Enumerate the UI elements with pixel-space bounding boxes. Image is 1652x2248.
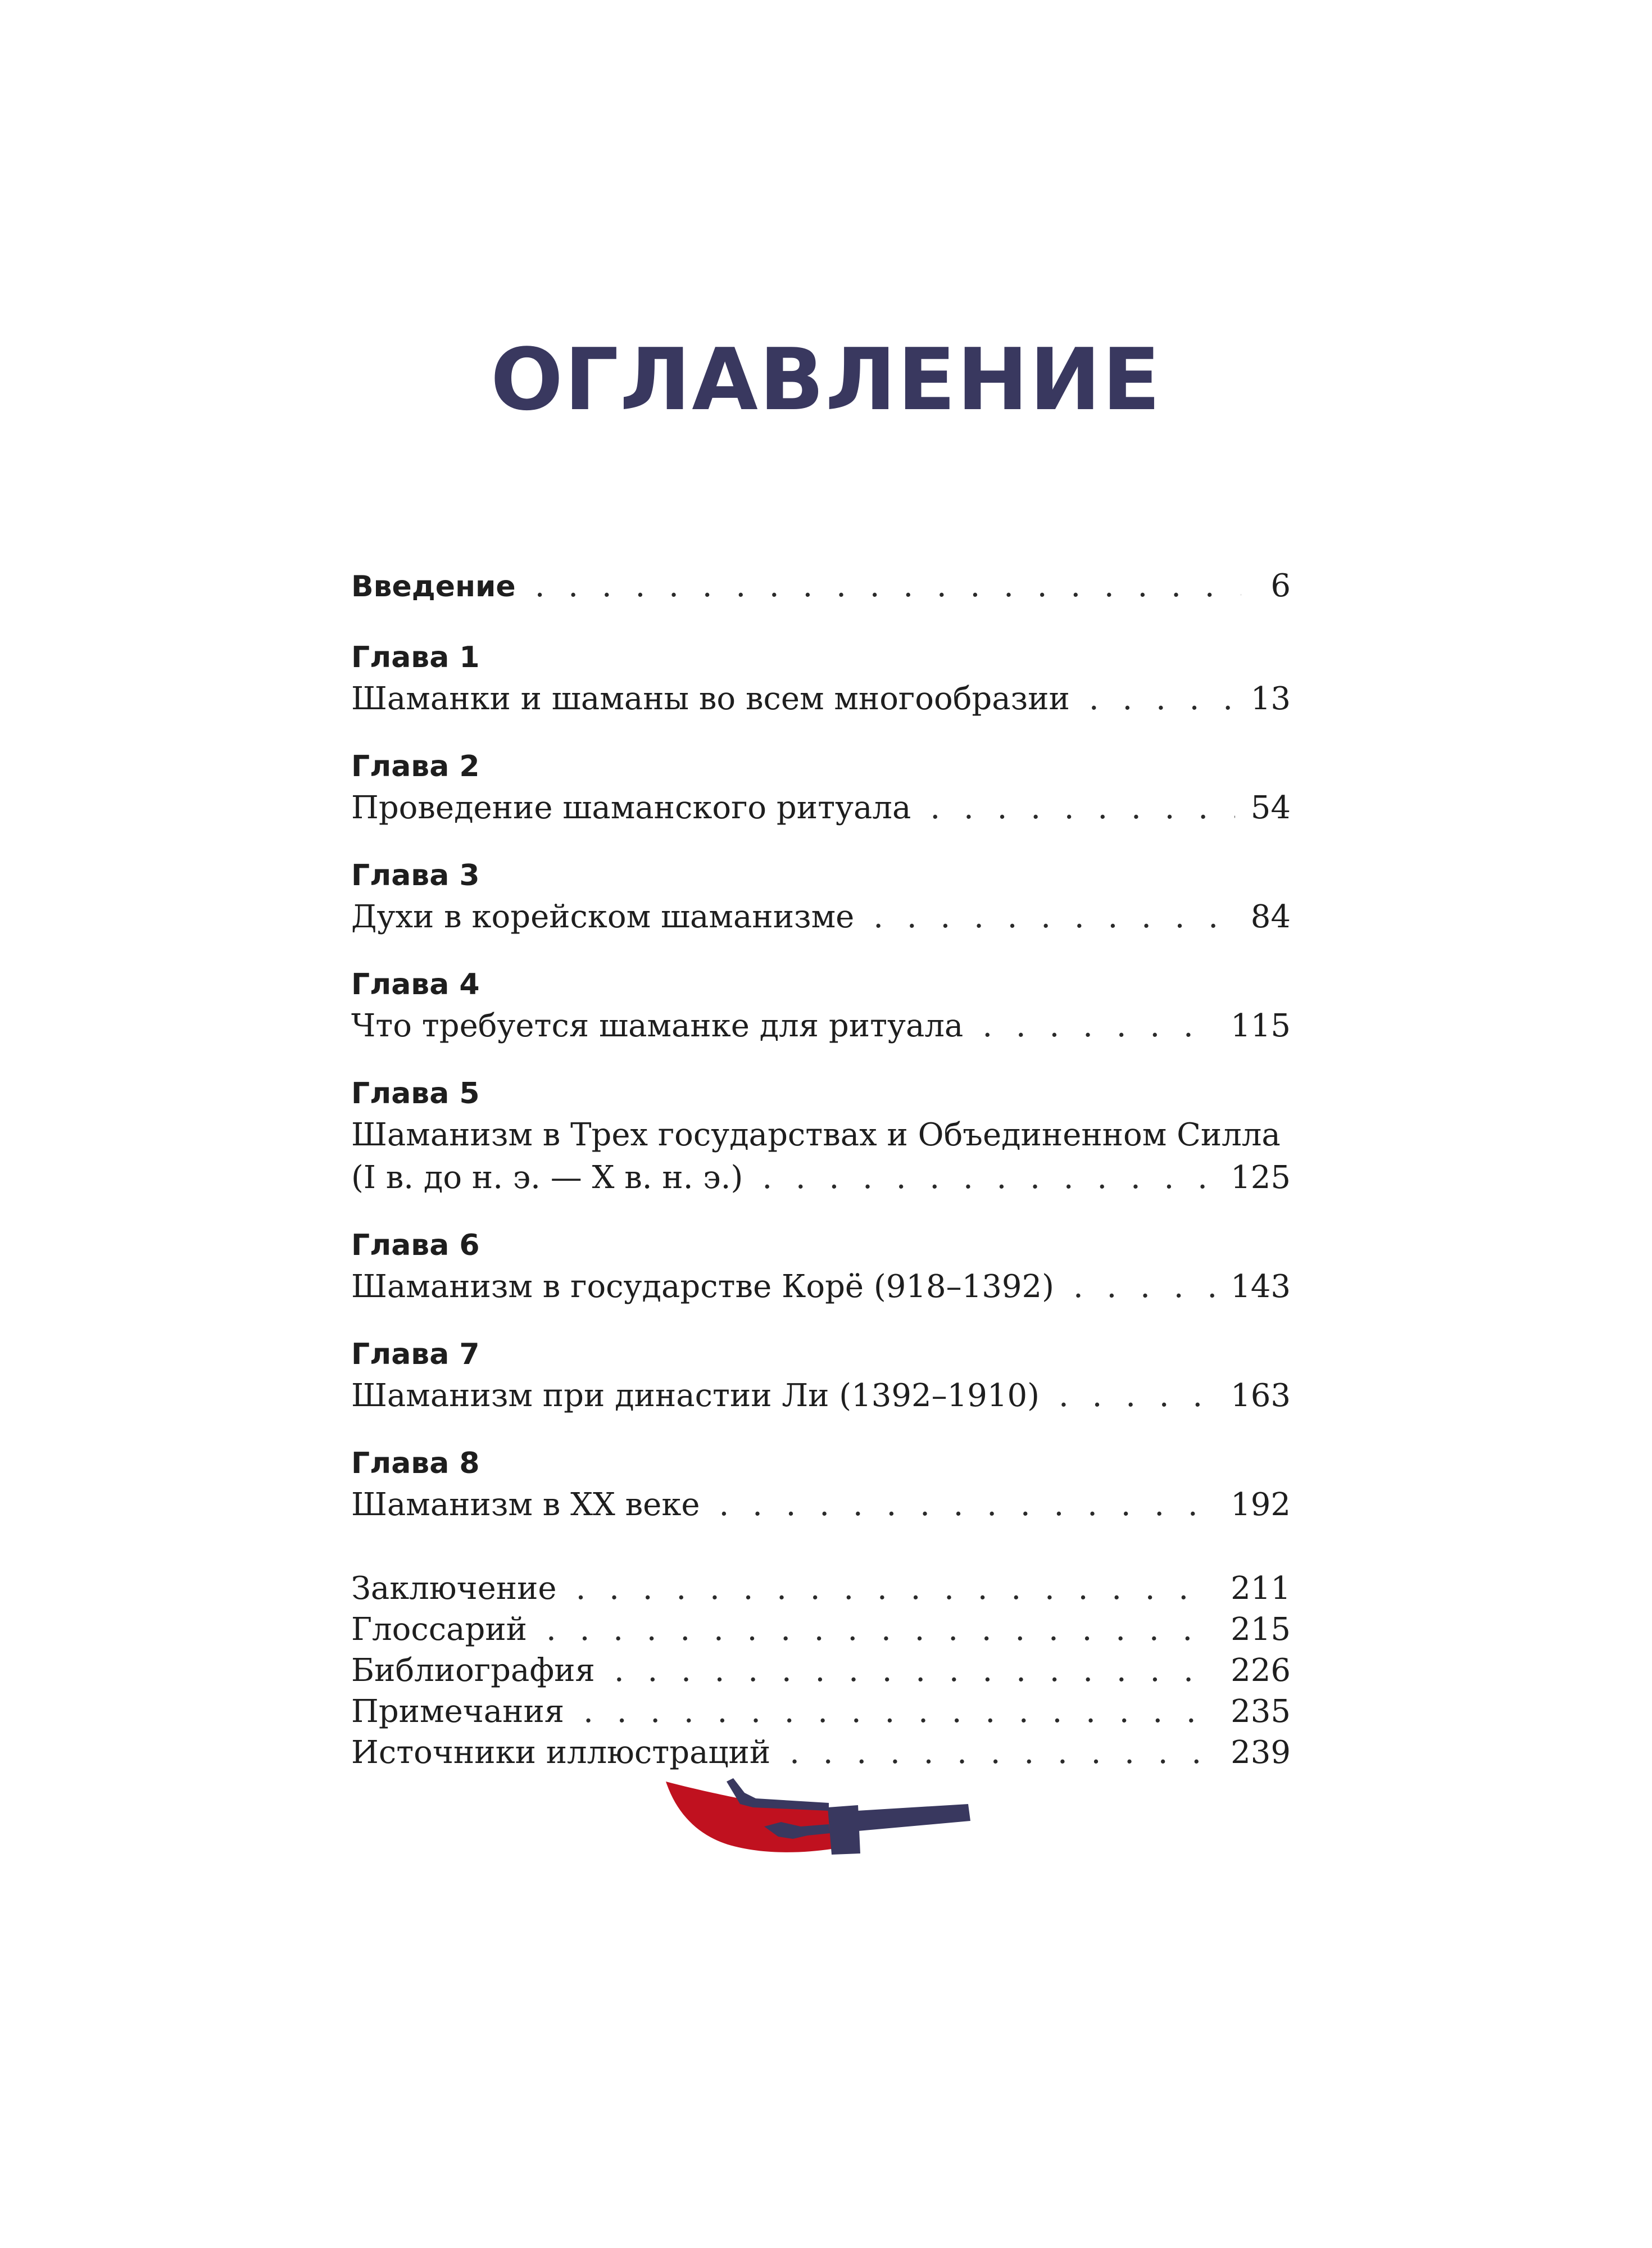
toc-entry-title-line: Шаманизм в Трех государствах и Объединенном Силла [351, 1117, 1281, 1153]
toc-entry-glossary[interactable] [351, 1609, 1291, 1650]
toc-page-number: 84 [1250, 899, 1291, 935]
toc-leader-dots [1059, 1375, 1215, 1417]
toc-chapter-7[interactable] [351, 1334, 1291, 1417]
table-of-contents [351, 568, 1291, 1773]
toc-leader-dots [583, 1691, 1215, 1732]
toc-entry-row [351, 1266, 1291, 1308]
toc-entry-title: (I в. до н. э. — X в. н. э.) [351, 1159, 743, 1196]
toc-entry-row [351, 678, 1291, 720]
toc-chapter-8[interactable] [351, 1443, 1291, 1526]
toc-entry-title: Примечания [351, 1693, 565, 1730]
toc-entry-title: Что требуется шаманке для ритуала [351, 1008, 964, 1044]
toc-leader-dots [762, 1157, 1215, 1199]
knife-guard [828, 1805, 860, 1855]
toc-chapter-2[interactable] [351, 746, 1291, 830]
toc-page-number: 143 [1231, 1268, 1291, 1305]
chapter-label: Глава 1 [351, 641, 480, 674]
toc-entry-title: Введение [351, 570, 516, 604]
toc-page-number: 125 [1231, 1159, 1291, 1196]
toc-entry-title: Шаманизм в XX веке [351, 1486, 700, 1523]
chapter-label: Глава 8 [351, 1447, 480, 1480]
toc-entry-title: Духи в корейском шаманизме [351, 899, 855, 935]
chapter-label: Глава 6 [351, 1229, 480, 1262]
toc-leader-dots [576, 1568, 1215, 1609]
toc-page-number: 163 [1231, 1377, 1291, 1414]
chapter-label: Глава 5 [351, 1077, 480, 1111]
toc-page-number: 192 [1231, 1486, 1291, 1523]
toc-backmatter [351, 1568, 1291, 1773]
knife-handle [857, 1804, 970, 1831]
toc-entry-title: Шаманизм при династии Ли (1392–1910) [351, 1377, 1040, 1414]
toc-entry-row [351, 787, 1291, 830]
toc-entry-introduction[interactable] [351, 568, 1291, 611]
toc-leader-dots [719, 1484, 1215, 1526]
toc-page-number: 115 [1231, 1008, 1291, 1044]
toc-leader-dots [930, 787, 1235, 830]
toc-leader-dots [535, 568, 1241, 604]
ritual-knife-icon [660, 1770, 975, 1871]
toc-entry-row [351, 1375, 1291, 1417]
toc-entry-conclusion[interactable] [351, 1568, 1291, 1609]
toc-leader-dots [789, 1732, 1215, 1773]
toc-entry-bibliography[interactable] [351, 1650, 1291, 1691]
toc-entry-row [351, 1157, 1291, 1199]
page-title: ОГЛАВЛЕНИЕ [490, 330, 1162, 429]
toc-chapter-5[interactable] [351, 1073, 1291, 1199]
chapter-label: Глава 2 [351, 750, 480, 783]
toc-leader-dots [546, 1609, 1215, 1650]
toc-leader-dots [1073, 1266, 1215, 1308]
toc-entry-notes[interactable] [351, 1691, 1291, 1732]
toc-page-number: 211 [1231, 1570, 1291, 1607]
toc-chapter-3[interactable] [351, 855, 1291, 939]
toc-page-number: 215 [1231, 1611, 1291, 1648]
toc-entry-title: Заключение [351, 1570, 557, 1607]
toc-entry-row [351, 1484, 1291, 1526]
toc-page-number: 13 [1250, 681, 1291, 717]
toc-entry-row [351, 1005, 1291, 1048]
chapter-label: Глава 3 [351, 859, 480, 892]
chapter-label: Глава 7 [351, 1338, 480, 1371]
toc-page-number: 54 [1250, 790, 1291, 826]
toc-page-number: 235 [1231, 1693, 1291, 1730]
toc-leader-dots [982, 1005, 1215, 1048]
toc-entry-title: Шаманизм в государстве Корё (918–1392) [351, 1268, 1054, 1305]
toc-entry-title: Библиография [351, 1652, 595, 1689]
chapter-label: Глава 4 [351, 968, 480, 1001]
knife-blade [666, 1782, 832, 1852]
toc-leader-dots [614, 1650, 1215, 1691]
toc-leader-dots [873, 896, 1235, 939]
toc-leader-dots [1089, 678, 1235, 720]
toc-page-number: 6 [1270, 568, 1291, 604]
toc-entry-title: Шаманки и шаманы во всем многообразии [351, 681, 1070, 717]
toc-entry-illustration-sources[interactable] [351, 1732, 1291, 1773]
toc-page-number: 226 [1231, 1652, 1291, 1689]
toc-entry-title: Глоссарий [351, 1611, 527, 1648]
toc-entry-title: Проведение шаманского ритуала [351, 790, 911, 826]
toc-entry-row [351, 896, 1291, 939]
toc-entry-title: Источники иллюстраций [351, 1734, 771, 1771]
toc-page-number: 239 [1231, 1734, 1291, 1771]
toc-chapter-1[interactable] [351, 637, 1291, 720]
toc-chapter-4[interactable] [351, 964, 1291, 1048]
toc-chapter-6[interactable] [351, 1225, 1291, 1308]
